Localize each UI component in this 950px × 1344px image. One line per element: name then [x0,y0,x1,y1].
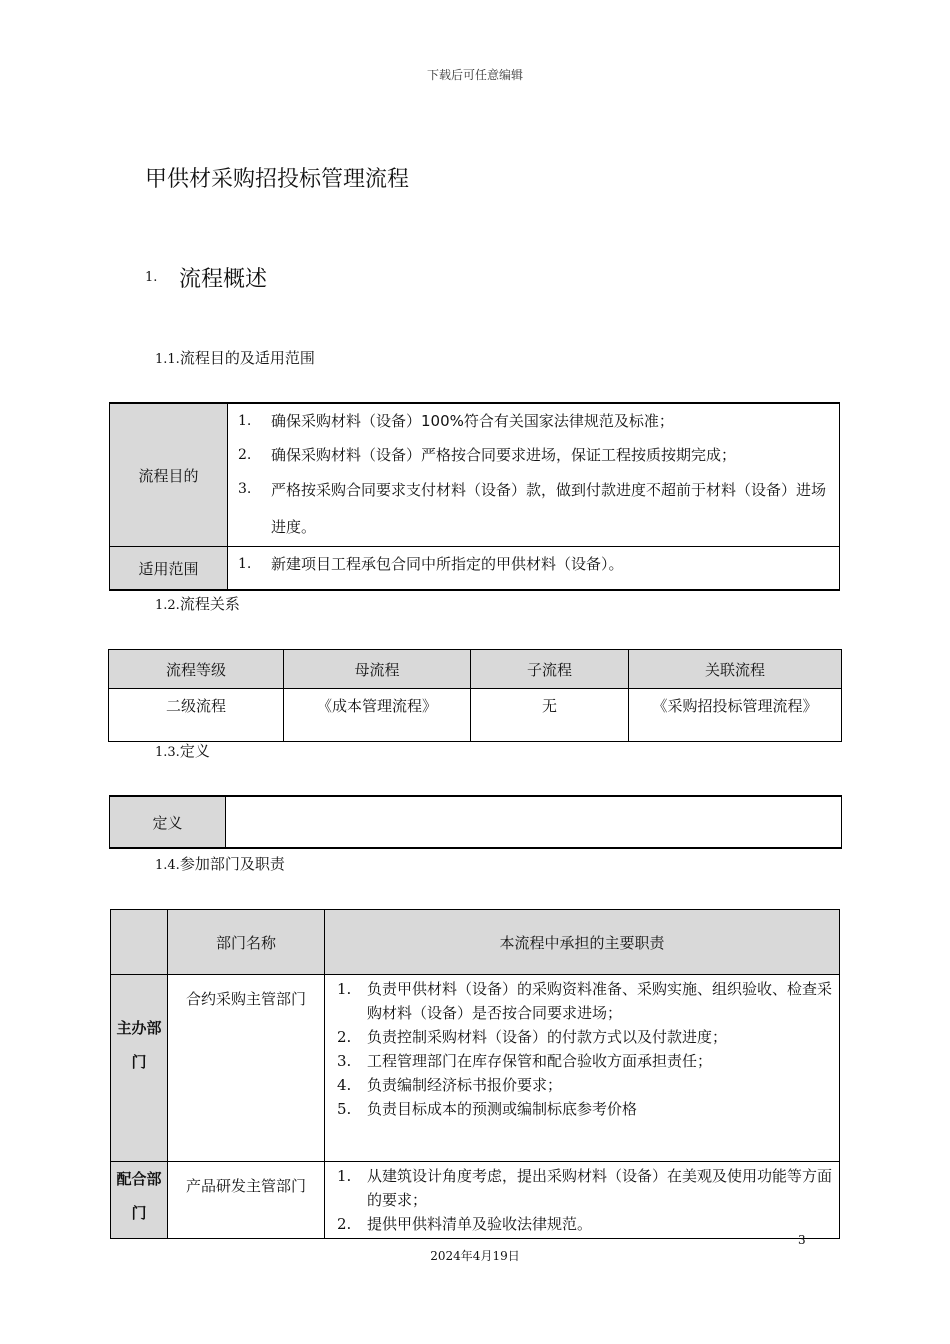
item-number: 2. [337,1215,352,1233]
list-item [331,1073,833,1097]
purpose-row [110,403,840,547]
item-text: 严格按采购合同要求支付材料（设备）款，做到付款进度不超前于材料（设备）进场进度。 [271,481,827,536]
list-item [331,1049,833,1073]
subsection-1-1-heading [155,347,315,368]
subsection-title: 定义 [179,742,210,760]
subsection-number: 1.1. [155,352,180,367]
subsection-number: 1.4. [155,858,180,873]
subsection-1-3-heading [155,740,210,761]
item-text: 新建项目工程承包合同中所指定的甲供材料（设备）。 [271,555,624,573]
definition-table [109,795,842,849]
scope-content [228,547,840,591]
purpose-scope-table [109,402,840,591]
column-header: 子流程 [471,650,629,689]
duties-list [325,975,840,1162]
table-cell: 《成本管理流程》 [284,689,471,742]
table-row [110,796,842,848]
section-number: 1. [145,270,158,285]
column-header: 关联流程 [629,650,842,689]
table-row [109,689,842,742]
item-number: 1. [238,413,252,429]
department-name: 合约采购主管部门 [168,975,325,1162]
process-relation-table [108,649,842,742]
list-item [331,977,833,1025]
item-number: 1. [238,556,252,572]
list-item [236,438,831,472]
table-cell: 无 [471,689,629,742]
subsection-1-4-heading [155,853,285,874]
scope-row [110,547,840,591]
subsection-1-2-heading [155,593,240,614]
subsection-title: 参加部门及职责 [179,855,285,873]
department-name: 产品研发主管部门 [168,1162,325,1239]
subsection-title: 流程关系 [179,595,240,613]
list-item [331,1164,833,1212]
column-header: 流程等级 [109,650,284,689]
item-number: 3. [238,481,252,497]
list-item [331,1097,833,1121]
purpose-content [228,403,840,547]
table-row [111,975,840,1162]
scope-label: 适用范围 [110,547,228,591]
definition-value [226,796,842,848]
item-text: 确保采购材料（设备）严格按合同要求进场，保证工程按质按期完成； [271,446,737,464]
item-number: 2. [238,447,252,463]
item-text: 确保采购材料（设备）100%符合有关国家法律规范及标准； [271,412,674,430]
purpose-label: 流程目的 [110,403,228,547]
list-item [331,1025,833,1049]
header-note: 下载后可任意编辑 [426,68,523,82]
list-item [236,404,831,438]
department-duties-table [110,909,840,1239]
table-row [111,1162,840,1239]
item-text: 工程管理部门在库存保管和配合验收方面承担责任； [367,1052,713,1070]
item-text: 提供甲供料清单及验收法律规范。 [367,1215,593,1233]
column-header: 部门名称 [168,910,325,975]
table-header-row [109,650,842,689]
item-text: 负责编制经济标书报价要求； [367,1076,563,1094]
list-item [236,472,831,546]
footer-date: 2024年4月19日 [430,1249,520,1263]
duties-list [325,1162,840,1239]
column-header: 本流程中承担的主要职责 [325,910,840,975]
item-text: 负责目标成本的预测或编制标底参考价格 [367,1100,638,1118]
section-title: 流程概述 [179,267,268,292]
table-cell: 二级流程 [109,689,284,742]
item-number: 4. [337,1076,352,1094]
item-text: 从建筑设计角度考虑，提出采购材料（设备）在美观及使用功能等方面的要求； [367,1167,833,1209]
item-number: 1. [337,1167,352,1185]
item-text: 负责甲供材料（设备）的采购资料准备、采购实施、组织验收、检查采购材料（设备）是否按合同要求进场； [367,980,833,1022]
item-number: 1. [337,980,352,998]
table-header-row [111,910,840,975]
item-text: 负责控制采购材料（设备）的付款方式以及付款进度； [367,1028,728,1046]
item-number: 3. [337,1052,352,1070]
section-1-heading [145,262,267,293]
list-item [236,547,831,581]
role-label: 主办部门 [111,975,168,1162]
document-title: 甲供材采购招投标管理流程 [145,167,410,192]
column-header: 母流程 [284,650,471,689]
item-number: 5. [337,1100,352,1118]
definition-label: 定义 [110,796,226,848]
item-number: 2. [337,1028,352,1046]
list-item [331,1212,833,1236]
page-number: 3 [798,1233,806,1247]
subsection-number: 1.3. [155,745,180,760]
subsection-number: 1.2. [155,598,180,613]
table-cell: 《采购招投标管理流程》 [629,689,842,742]
column-header [111,910,168,975]
role-label: 配合部门 [111,1162,168,1239]
subsection-title: 流程目的及适用范围 [179,349,315,367]
